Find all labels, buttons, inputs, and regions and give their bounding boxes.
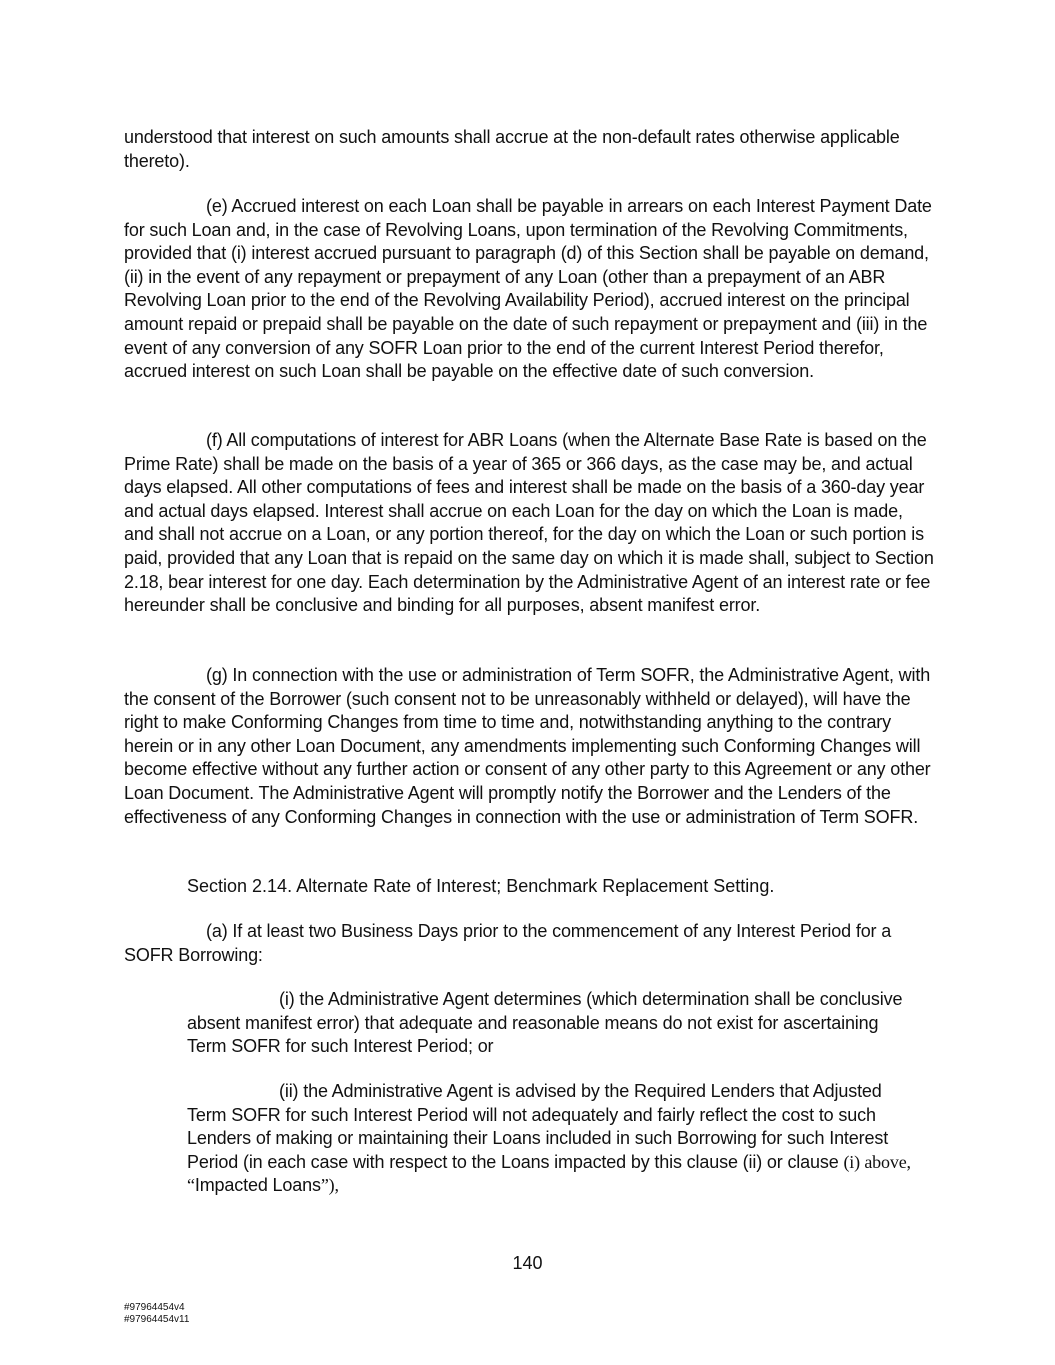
paragraph-continuation: understood that interest on such amounts shall accrue at the non-default rates otherwise applicable thereto). (124, 127, 900, 171)
clause-ii-text: (ii) the Administrative Agent is advised by the Required Lenders that Adjusted Term SOFR for such Interest Period will not adequately and fairly reflect the cost to such Lenders of making or maintaining their Loans included in such Borrowing for such Interest Period (in each case with respect to the Loans impacted by this clause (ii) or clause (187, 1081, 889, 1172)
clause-ii (187, 1080, 917, 1198)
paragraph-f: (f) All computations of interest for ABR Loans (when the Alternate Base Rate is based on the Prime Rate) shall be made on the basis of a year of 365 or 366 days, as the case may be, and actual days elapsed. All other computations of fees and interest shall be made on the basis of a 360-day year and actual days elapsed. Interest shall accrue on each Loan for the day on which the Loan is made, and shall not accrue on a Loan, or any portion thereof, for the day on which the Loan or such portion is paid, provided that any Loan that is repaid on the same day on which it is made shall, subject to Section 2.18, bear interest for one day. Each determination by the Administrative Agent of an interest rate or fee hereunder shall be conclusive and binding for all purposes, absent manifest error. (124, 430, 934, 616)
paragraph-g: (g) In connection with the use or administration of Term SOFR, the Administrative Agent, with the consent of the Borrower (such consent not to be unreasonably withheld or delayed), will have the right to make Conforming Changes from time to time and, notwithstanding anything to the contrary herein or in any other Loan Document, any amendments implementing such Conforming Changes will become effective without any further action or consent of any other party to this Agreement or any other Loan Document. The Administrative Agent will promptly notify the Borrower and the Lenders of the effectiveness of any Conforming Changes in connection with the use or administration of Term SOFR. (124, 665, 931, 827)
impacted-loans-term: Impacted Loans (194, 1175, 321, 1196)
document-id-2: #97964454v11 (124, 1314, 190, 1325)
clause-i: (i) the Administrative Agent determines (which determination shall be conclusive absent manifest error) that adequate and reasonable means do not exist for ascertaining Term SOFR for such Interest Period; or (187, 989, 903, 1057)
section-heading: Section 2.14. Alternate Rate of Interest; Benchmark Replacement Setting. (187, 876, 775, 896)
page-number: 140 (512, 1253, 543, 1273)
paragraph-e: (e) Accrued interest on each Loan shall be payable in arrears on each Interest Payment Date for such Loan and, in the case of Revolving Loans, upon termination of the Revolving Commitments, provided that (i) interest accrued pursuant to paragraph (d) of this Section shall be payable on demand, (ii) in the event of any repayment or prepayment of any Loan (other than a prepayment of an ABR Revolving Loan prior to the end of the Revolving Availability Period), accrued interest on the principal amount repaid or prepaid shall be payable on the date of such repayment or prepayment and (iii) in the event of any conversion of any SOFR Loan prior to the end of the current Interest Period therefor, accrued interest on such Loan shall be payable on the effective date of such conversion. (124, 196, 932, 382)
clause-ii-serif-tail: (i) above, “ (187, 1151, 911, 1196)
clause-ii-end: ”), (320, 1175, 339, 1196)
document-id-1: #97964454v4 (124, 1302, 185, 1313)
paragraph-a: (a) If at least two Business Days prior to the commencement of any Interest Period for a SOFR Borrowing: (124, 921, 892, 965)
